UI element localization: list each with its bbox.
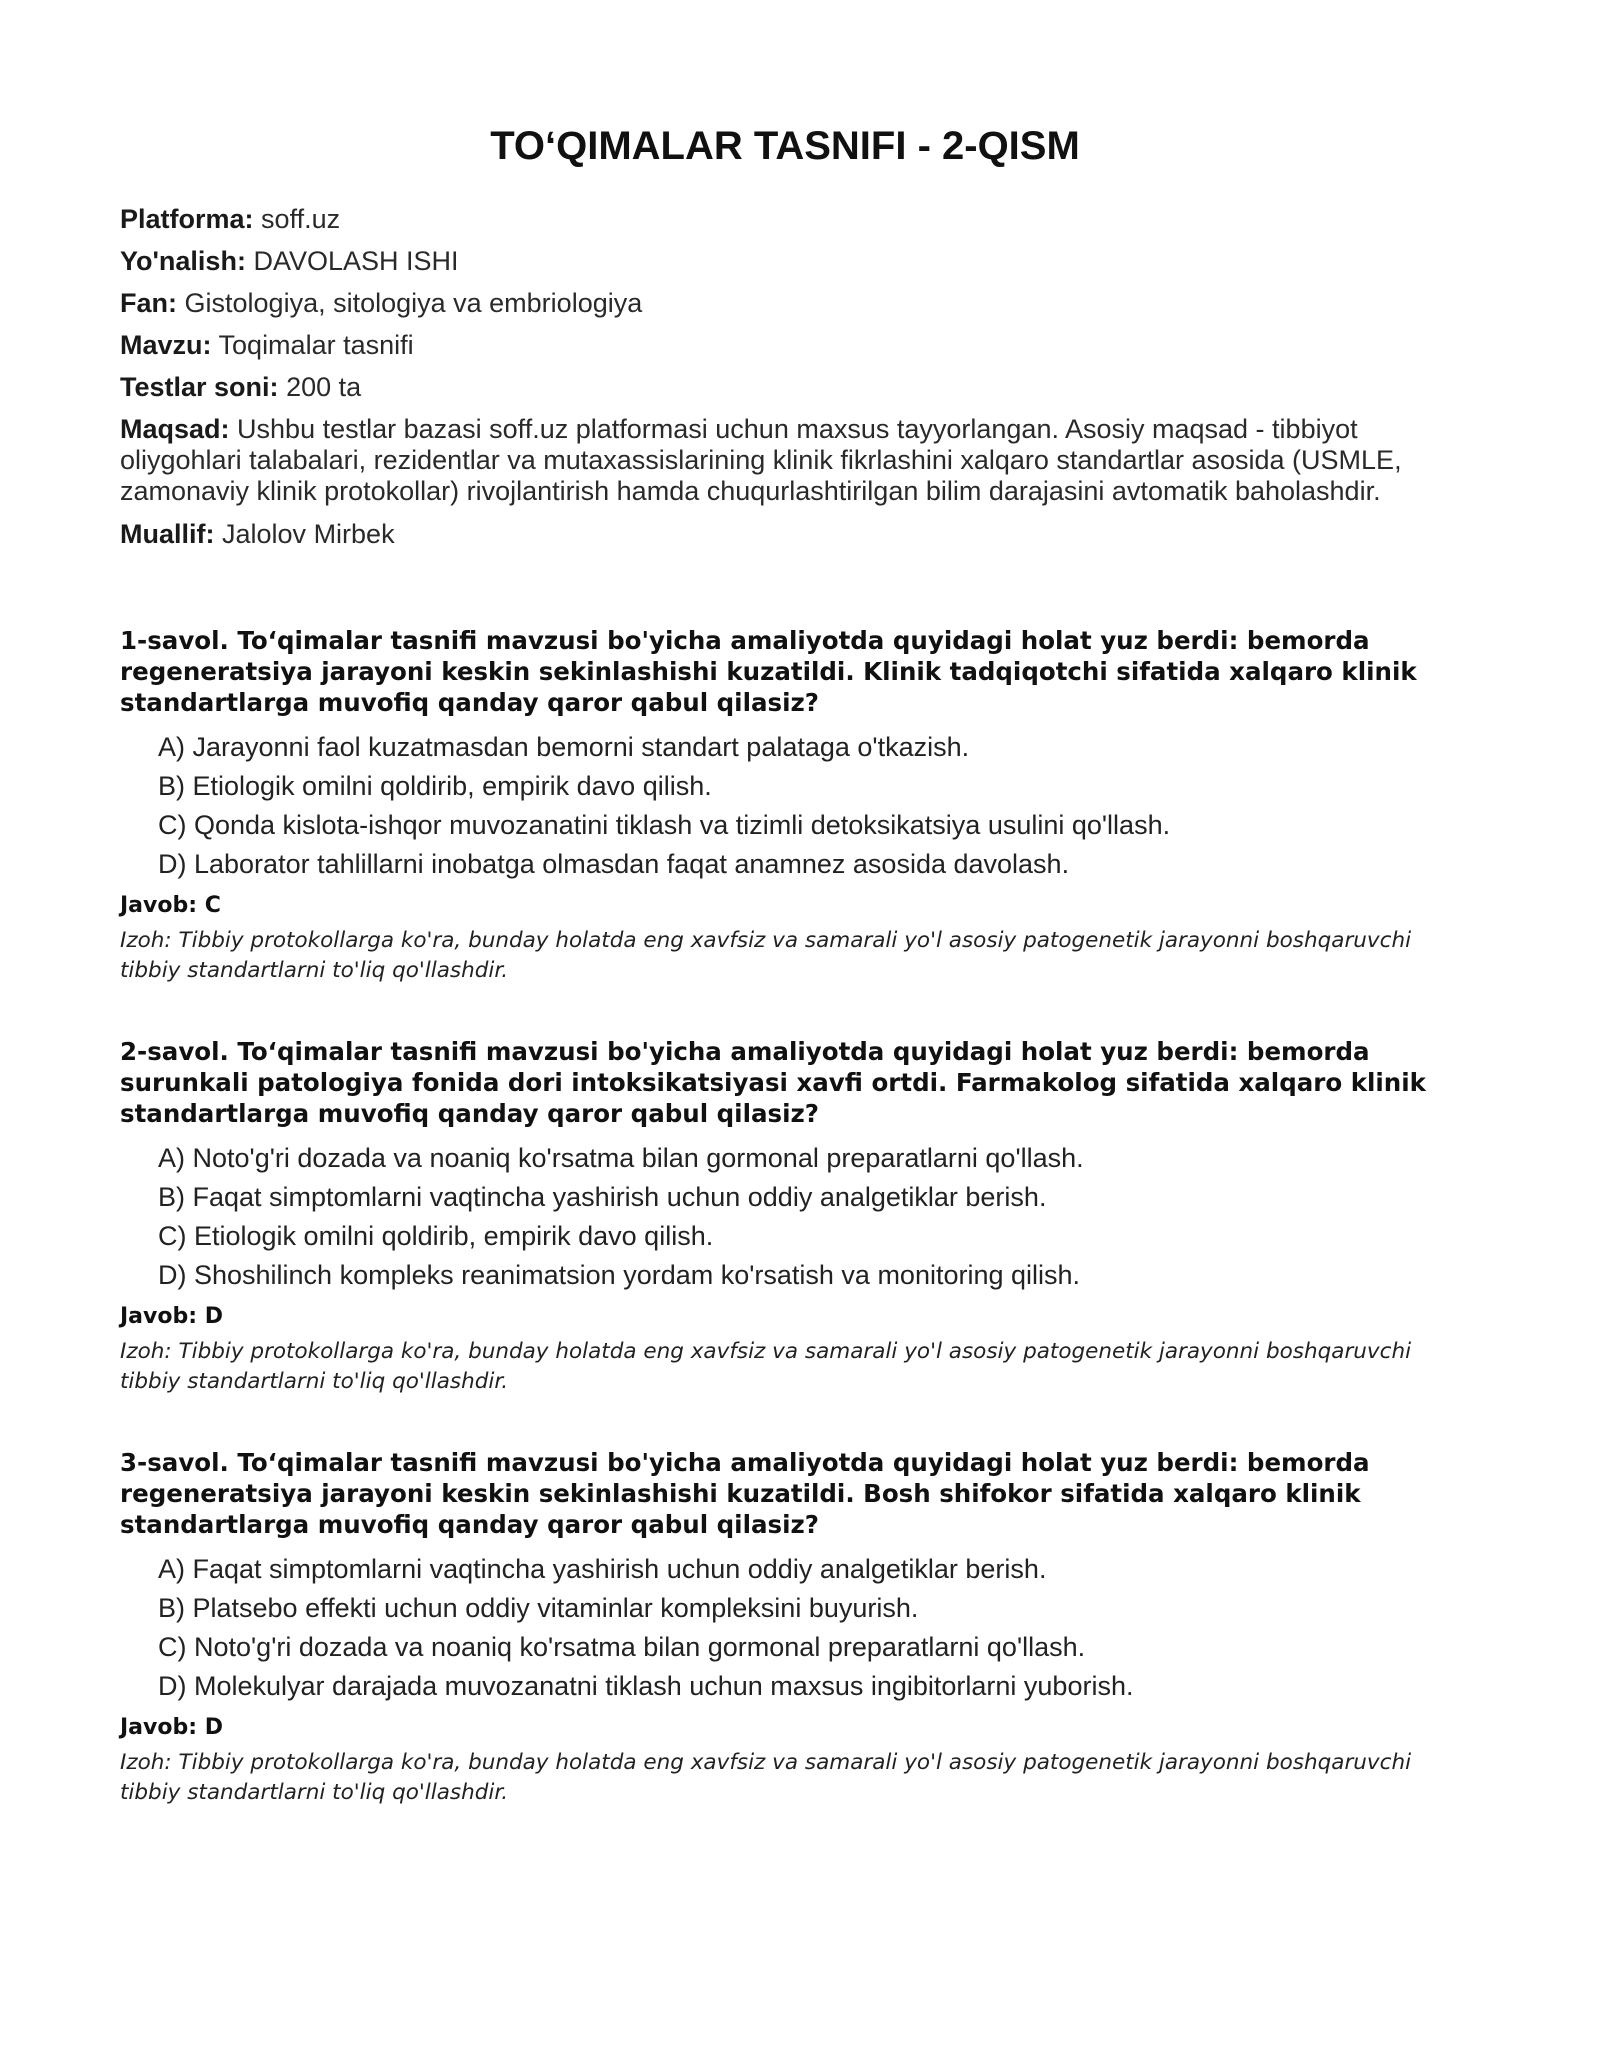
- answer-explanation: Izoh: Tibbiy protokollarga ko'ra, bunday holatda eng xavfsiz va samarali yo'l asosiy patogenetik jarayonni boshqaruvchi tibbiy standartlarni to'liq qo'llashdir.: [120, 1339, 1412, 1394]
- question-2: [120, 1036, 1450, 1397]
- option-b: B) Faqat simptomlarni vaqtincha yashirish uchun oddiy analgetiklar berish.: [158, 1182, 1047, 1212]
- meta-label: Testlar soni:: [120, 372, 279, 402]
- meta-value: Toqimalar tasnifi: [218, 330, 414, 360]
- meta-label: Fan:: [120, 288, 177, 318]
- option-a: A) Faqat simptomlarni vaqtincha yashirish uchun oddiy analgetiklar berish.: [158, 1554, 1047, 1584]
- meta-label: Platforma:: [120, 204, 254, 234]
- option-a: A) Noto'g'ri dozada va noaniq ko'rsatma bilan gormonal preparatlarni qo'llash.: [158, 1143, 1084, 1173]
- meta-value: DAVOLASH ISHI: [253, 246, 459, 276]
- question-text: 1-savol. To‘qimalar tasnifi mavzusi bo'yicha amaliyotda quyidagi holat yuz berdi: bemorda regeneratsiya jarayoni keskin sekinlashishi kuzatildi. Klinik tadqiqotchi sifatida xalqaro klinik standartlarga muvofiq qanday qaror qabul qilasiz?: [120, 626, 1417, 717]
- option-c: C) Qonda kislota-ishqor muvozanatini tiklash va tizimli detoksikatsiya usulini qo'llash.: [158, 810, 1171, 840]
- option-a: A) Jarayonni faol kuzatmasdan bemorni standart palataga o'tkazish.: [158, 732, 970, 762]
- meta-author: [120, 519, 1450, 550]
- option-c: C) Noto'g'ri dozada va noaniq ko'rsatma bilan gormonal preparatlarni qo'llash.: [158, 1632, 1086, 1662]
- meta-direction: [120, 246, 1450, 277]
- question-3: [120, 1447, 1450, 1808]
- correct-answer: Javob: D: [120, 1304, 223, 1329]
- document-title: TO‘QIMALAR TASNIFI - 2-QISM: [490, 124, 1080, 168]
- answer-explanation: Izoh: Tibbiy protokollarga ko'ra, bunday holatda eng xavfsiz va samarali yo'l asosiy patogenetik jarayonni boshqaruvchi tibbiy standartlarni to'liq qo'llashdir.: [120, 928, 1412, 983]
- meta-label: Maqsad:: [120, 414, 230, 444]
- correct-answer: Javob: D: [120, 1715, 223, 1740]
- metadata-block: [120, 204, 1450, 550]
- meta-subject: [120, 288, 1450, 319]
- option-c: C) Etiologik omilni qoldirib, empirik davo qilish.: [158, 1221, 714, 1251]
- meta-topic: [120, 330, 1450, 361]
- meta-platform: [120, 204, 1450, 235]
- correct-answer: Javob: C: [120, 893, 221, 918]
- option-b: B) Etiologik omilni qoldirib, empirik davo qilish.: [158, 771, 712, 801]
- meta-label: Mavzu:: [120, 330, 212, 360]
- meta-goal: [120, 414, 1450, 507]
- option-d: D) Molekulyar darajada muvozanatni tiklash uchun maxsus ingibitorlarni yuborish.: [158, 1671, 1134, 1701]
- answer-options: [120, 1143, 1450, 1291]
- meta-value: 200 ta: [286, 372, 362, 402]
- meta-value: soff.uz: [261, 204, 341, 234]
- meta-value: Ushbu testlar bazasi soff.uz platformasi uchun maxsus tayyorlangan. Asosiy maqsad - tibbiyot oliygohlari talabalari, rezidentlar va mutaxassislarining klinik fikrlashini xalqaro standartlar asosida (USMLE, zamonaviy klinik protokollar) rivojlantirish hamda chuqurlashtirilgan bilim darajasini avtomatik baholashdir.: [120, 414, 1402, 506]
- answer-options: [120, 732, 1450, 880]
- meta-label: Muallif:: [120, 519, 215, 549]
- option-d: D) Shoshilinch kompleks reanimatsion yordam ko'rsatish va monitoring qilish.: [158, 1260, 1081, 1290]
- option-d: D) Laborator tahlillarni inobatga olmasdan faqat anamnez asosida davolash.: [158, 849, 1070, 879]
- meta-value: Jalolov Mirbek: [222, 519, 395, 549]
- option-b: B) Platsebo effekti uchun oddiy vitaminlar kompleksini buyurish.: [158, 1593, 919, 1623]
- meta-label: Yo'nalish:: [120, 246, 246, 276]
- questions-list: [120, 625, 1450, 1808]
- question-1: [120, 625, 1450, 986]
- question-text: 2-savol. To‘qimalar tasnifi mavzusi bo'yicha amaliyotda quyidagi holat yuz berdi: bemorda surunkali patologiya fonida dori intoksikatsiyasi xavfi ortdi. Farmakolog sifatida xalqaro klinik standartlarga muvofiq qanday qaror qabul qilasiz?: [120, 1037, 1426, 1128]
- meta-test-count: [120, 372, 1450, 403]
- answer-options: [120, 1554, 1450, 1702]
- answer-explanation: Izoh: Tibbiy protokollarga ko'ra, bunday holatda eng xavfsiz va samarali yo'l asosiy patogenetik jarayonni boshqaruvchi tibbiy standartlarni to'liq qo'llashdir.: [120, 1750, 1412, 1805]
- meta-value: Gistologiya, sitologiya va embriologiya: [184, 288, 643, 318]
- document-page: [120, 118, 1450, 1858]
- question-text: 3-savol. To‘qimalar tasnifi mavzusi bo'yicha amaliyotda quyidagi holat yuz berdi: bemorda regeneratsiya jarayoni keskin sekinlashishi kuzatildi. Bosh shifokor sifatida xalqaro klinik standartlarga muvofiq qanday qaror qabul qilasiz?: [120, 1448, 1370, 1539]
